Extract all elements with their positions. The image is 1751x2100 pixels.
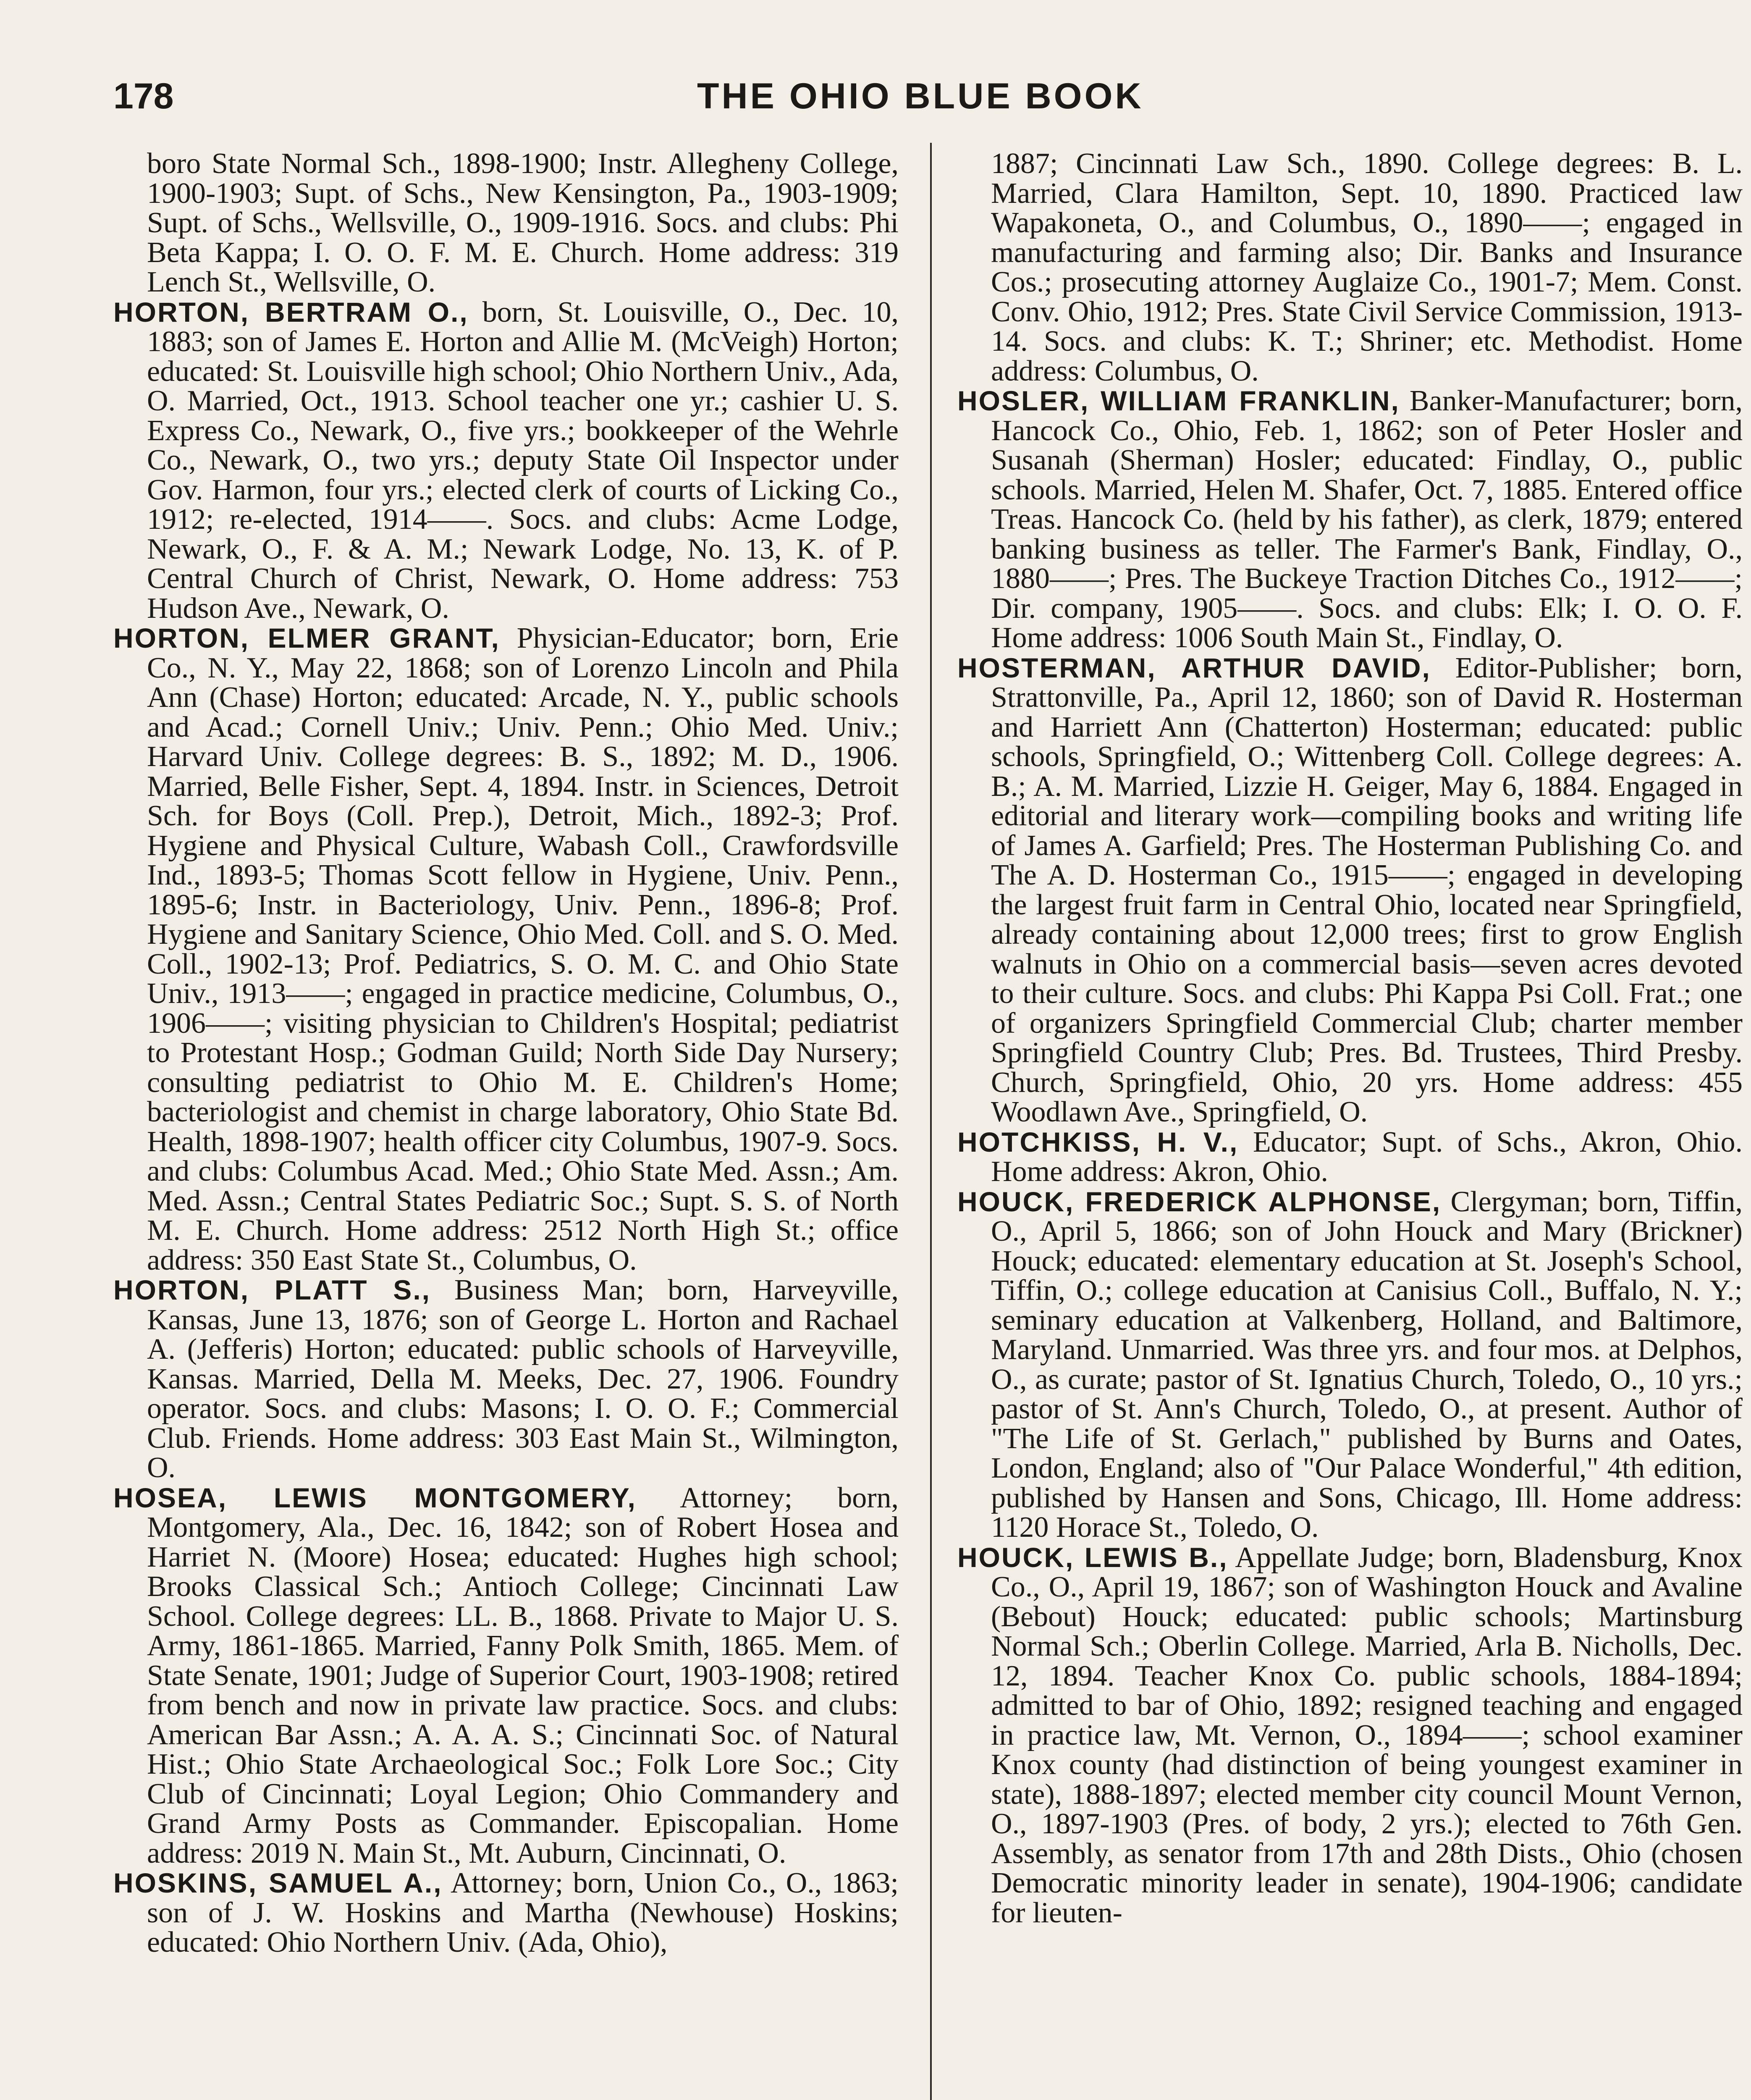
entry-name: HOSTERMAN, ARTHUR DAVID, xyxy=(957,652,1431,683)
biography-entry xyxy=(957,1543,1743,1928)
entry-name: HORTON, PLATT S., xyxy=(113,1274,431,1305)
entry-text: Physician-Educator; born, Erie Co., N. Y., May 22, 1868; son of Lorenzo Lincoln and Phila Ann (Chase) Horton; educated: Arcade, N. Y., public schools and Acad.; Cornell Univ.; Univ. Penn.; Ohio Med. Univ.; Harvard Univ. College degrees: B. S., 1892; M. D., 1906. Married, Belle Fisher, Sept. 4, 1894. Instr. in Sciences, Detroit Sch. for Boys (Coll. Prep.), Detroit, Mich., 1892-3; Prof. Hygiene and Physical Culture, Wabash Coll., Crawfordsville Ind., 1893-5; Thomas Scott fellow in Hygiene, Univ. Penn., 1895-6; Instr. in Bacteriology, Univ. Penn., 1896-8; Prof. Hygiene and Sanitary Science, Ohio Med. Coll. and S. O. Med. Coll., 1902-13; Prof. Pediatrics, S. O. M. C. and Ohio State Univ., 1913——; engaged in practice medicine, Columbus, O., 1906——; visiting physician to Children's Hospital; pediatrist to Protestant Hosp.; Godman Guild; North Side Day Nursery; consulting pediatrist to Ohio M. E. Children's Home; bacteriologist and chemist in charge laboratory, Ohio State Bd. Health, 1898-1907; health officer city Columbus, 1907-9. Socs. and clubs: Columbus Acad. Med.; Ohio State Med. Assn.; Am. Med. Assn.; Central States Pediatric Soc.; Supt. S. S. of North M. E. Church. Home address: 2512 North High St.; office address: 350 East State St., Columbus, O. xyxy=(147,622,899,1276)
entry-name: HOSEA, LEWIS MONTGOMERY, xyxy=(113,1482,637,1513)
entry-text: Clergyman; born, Tiffin, O., April 5, 1866; son of John Houck and Mary (Brickner) Houck; educated: elementary education at St. Joseph's School, Tiffin, O.; college education at Canisius Coll., Buffalo, N. Y.; seminary education at Valkenberg, Holland, and Baltimore, Maryland. Unmarried. Was three yrs. and four mos. at Delphos, O., as curate; pastor of St. Ignatius Church, Toledo, O., 10 yrs.; pastor of St. Ann's Church, Toledo, O., at present. Author of "The Life of St. Gerlach," published by Burns and Oates, London, England; also of "Our Palace Wonderful," 4th edition, published by Hansen and Sons, Chicago, Ill. Home address: 1120 Horace St., Toledo, O. xyxy=(991,1185,1743,1544)
entry-name: HOUCK, FREDERICK ALPHONSE, xyxy=(957,1186,1442,1217)
entry-name: HOUCK, LEWIS B., xyxy=(957,1541,1228,1573)
continued-entry: 1887; Cincinnati Law Sch., 1890. College degrees: B. L. Married, Clara Hamilton, Sept. 10, 1890. Practiced law Wapakoneta, O., and Columbus, O., 1890——; engaged in manufacturing and farming also; Dir. Banks and Insurance Cos.; prosecuting attorney Auglaize Co., 1901-7; Mem. Const. Conv. Ohio, 1912; Pres. State Civil Service Commission, 1913-14. Socs. and clubs: K. T.; Shriner; etc. Methodist. Home address: Columbus, O. xyxy=(991,147,1743,387)
running-title: THE OHIO BLUE BOOK xyxy=(697,76,1144,116)
continued-entry: boro State Normal Sch., 1898-1900; Instr. Allegheny College, 1900-1903; Supt. of Schs., New Kensington, Pa., 1903-1909; Supt. of Schs., Wellsville, O., 1909-1916. Socs. and clubs: Phi Beta Kappa; I. O. O. F. M. E. Church. Home address: 319 Lench St., Wellsville, O. xyxy=(147,147,899,298)
entry-name: HOTCHKISS, H. V., xyxy=(957,1126,1239,1158)
entry-text: Attorney; born, Union Co., O., 1863; son of J. W. Hoskins and Martha (Newhouse) Hoskins; educated: Ohio Northern Univ. (Ada, Ohio), xyxy=(147,1867,899,1958)
biography-entry xyxy=(113,297,899,624)
entry-text: Educator; Supt. of Schs., Akron, Ohio. Home address: Akron, Ohio. xyxy=(991,1126,1743,1188)
page-header xyxy=(113,67,1646,139)
entry-text: Appellate Judge; born, Bladensburg, Knox Co., O., April 19, 1867; son of Washington Houck and Avaline (Bebout) Houck; educated: public schools; Martinsburg Normal Sch.; Oberlin College. Married, Arla B. Nicholls, Dec. 12, 1894. Teacher Knox Co. public schools, 1884-1894; admitted to bar of Ohio, 1892; resigned teaching and engaged in practice law, Mt. Vernon, O., 1894——; school examiner Knox county (had distinction of being youngest examiner in state), 1888-1897; elected member city council Mount Vernon, O., 1897-1903 (Pres. of body, 2 yrs.); elected to 76th Gen. Assembly, as senator from 17th and 28th Dists., Ohio (chosen Democratic minority leader in senate), 1904-1906; candidate for lieuten- xyxy=(991,1541,1743,1929)
biography-entry xyxy=(957,1187,1743,1543)
biography-entry xyxy=(113,1275,899,1483)
entry-text: Attorney; born, Montgomery, Ala., Dec. 16, 1842; son of Robert Hosea and Harriet N. (Moore) Hosea; educated: Hughes high school; Brooks Classical Sch.; Antioch College; Cincinnati Law School. College degrees: LL. B., 1868. Private to Major U. S. Army, 1861-1865. Married, Fanny Polk Smith, 1865. Mem. of State Senate, 1901; Judge of Superior Court, 1903-1908; retired from bench and now in private law practice. Socs. and clubs: American Bar Assn.; A. A. A. S.; Cincinnati Soc. of Natural Hist.; Ohio State Archaeological Soc.; Folk Lore Soc.; City Club of Cincinnati; Loyal Legion; Ohio Commandery and Grand Army Posts as Commander. Episcopalian. Home address: 2019 N. Main St., Mt. Auburn, Cincinnati, O. xyxy=(147,1481,899,1869)
right-column xyxy=(957,149,1743,1928)
biography-entry xyxy=(957,386,1743,653)
entry-text: born, St. Louisville, O., Dec. 10, 1883; son of James E. Horton and Allie M. (McVeigh) Horton; educated: St. Louisville high school; Ohio Northern Univ., Ada, O. Married, Oct., 1913. School teacher one yr.; cashier U. S. Express Co., Newark, O., five yrs.; bookkeeper of the Wehrle Co., Newark, O., two yrs.; deputy State Oil Inspector under Gov. Harmon, four yrs.; elected clerk of courts of Licking Co., 1912; re-elected, 1914——. Socs. and clubs: Acme Lodge, Newark, O., F. & A. M.; Newark Lodge, No. 13, K. of P. Central Church of Christ, Newark, O. Home address: 753 Hudson Ave., Newark, O. xyxy=(147,296,899,625)
entry-text: Editor-Publisher; born, Strattonville, Pa., April 12, 1860; son of David R. Hosterman and Harriett Ann (Chatterton) Hosterman; educated: public schools, Springfield, O.; Wittenberg Coll. College degrees: A. B.; A. M. Married, Lizzie H. Geiger, May 6, 1884. Engaged in editorial and literary work—compiling books and writing life of James A. Garfield; Pres. The Hosterman Publishing Co. and The A. D. Hosterman Co., 1915——; engaged in developing the largest fruit farm in Central Ohio, located near Springfield, already containing about 12,000 trees; first to grow English walnuts in Ohio on a commercial basis—seven acres devoted to their culture. Socs. and clubs: Phi Kappa Psi Coll. Frat.; one of organizers Springfield Commercial Club; charter member Springfield Country Club; Pres. Bd. Trustees, Third Presby. Church, Springfield, Ohio, 20 yrs. Home address: 455 Woodlawn Ave., Springfield, O. xyxy=(991,651,1743,1128)
entry-name: HORTON, BERTRAM O., xyxy=(113,296,469,328)
biography-entry xyxy=(957,1127,1743,1187)
biography-entry xyxy=(113,1868,899,1958)
page-number: 178 xyxy=(113,76,174,116)
entry-name: HOSKINS, SAMUEL A., xyxy=(113,1867,443,1898)
left-column xyxy=(113,149,899,1958)
entry-name: HOSLER, WILLIAM FRANKLIN, xyxy=(957,385,1400,416)
column-divider xyxy=(930,143,932,2100)
entry-name: HORTON, ELMER GRANT, xyxy=(113,622,500,654)
biography-entry xyxy=(113,1483,899,1869)
biography-entry xyxy=(113,623,899,1275)
entry-text: Banker-Manufacturer; born, Hancock Co., Ohio, Feb. 1, 1862; son of Peter Hosler and Susanah (Sherman) Hosler; educated: Findlay, O., public schools. Married, Helen M. Shafer, Oct. 7, 1885. Entered office Treas. Hancock Co. (held by his father), as clerk, 1879; entered banking business as teller. The Farmer's Bank, Findlay, O., 1880——; Pres. The Buckeye Traction Ditches Co., 1912——; Dir. company, 1905——. Socs. and clubs: Elk; I. O. O. F. Home address: 1006 South Main St., Findlay, O. xyxy=(991,385,1743,654)
entry-text: Business Man; born, Harveyville, Kansas, June 13, 1876; son of George L. Horton and Rachael A. (Jefferis) Horton; educated: public schools of Harveyville, Kansas. Married, Della M. Meeks, Dec. 27, 1906. Foundry operator. Socs. and clubs: Masons; I. O. O. F.; Commercial Club. Friends. Home address: 303 East Main St., Wilmington, O. xyxy=(147,1274,899,1484)
biography-entry xyxy=(957,653,1743,1127)
